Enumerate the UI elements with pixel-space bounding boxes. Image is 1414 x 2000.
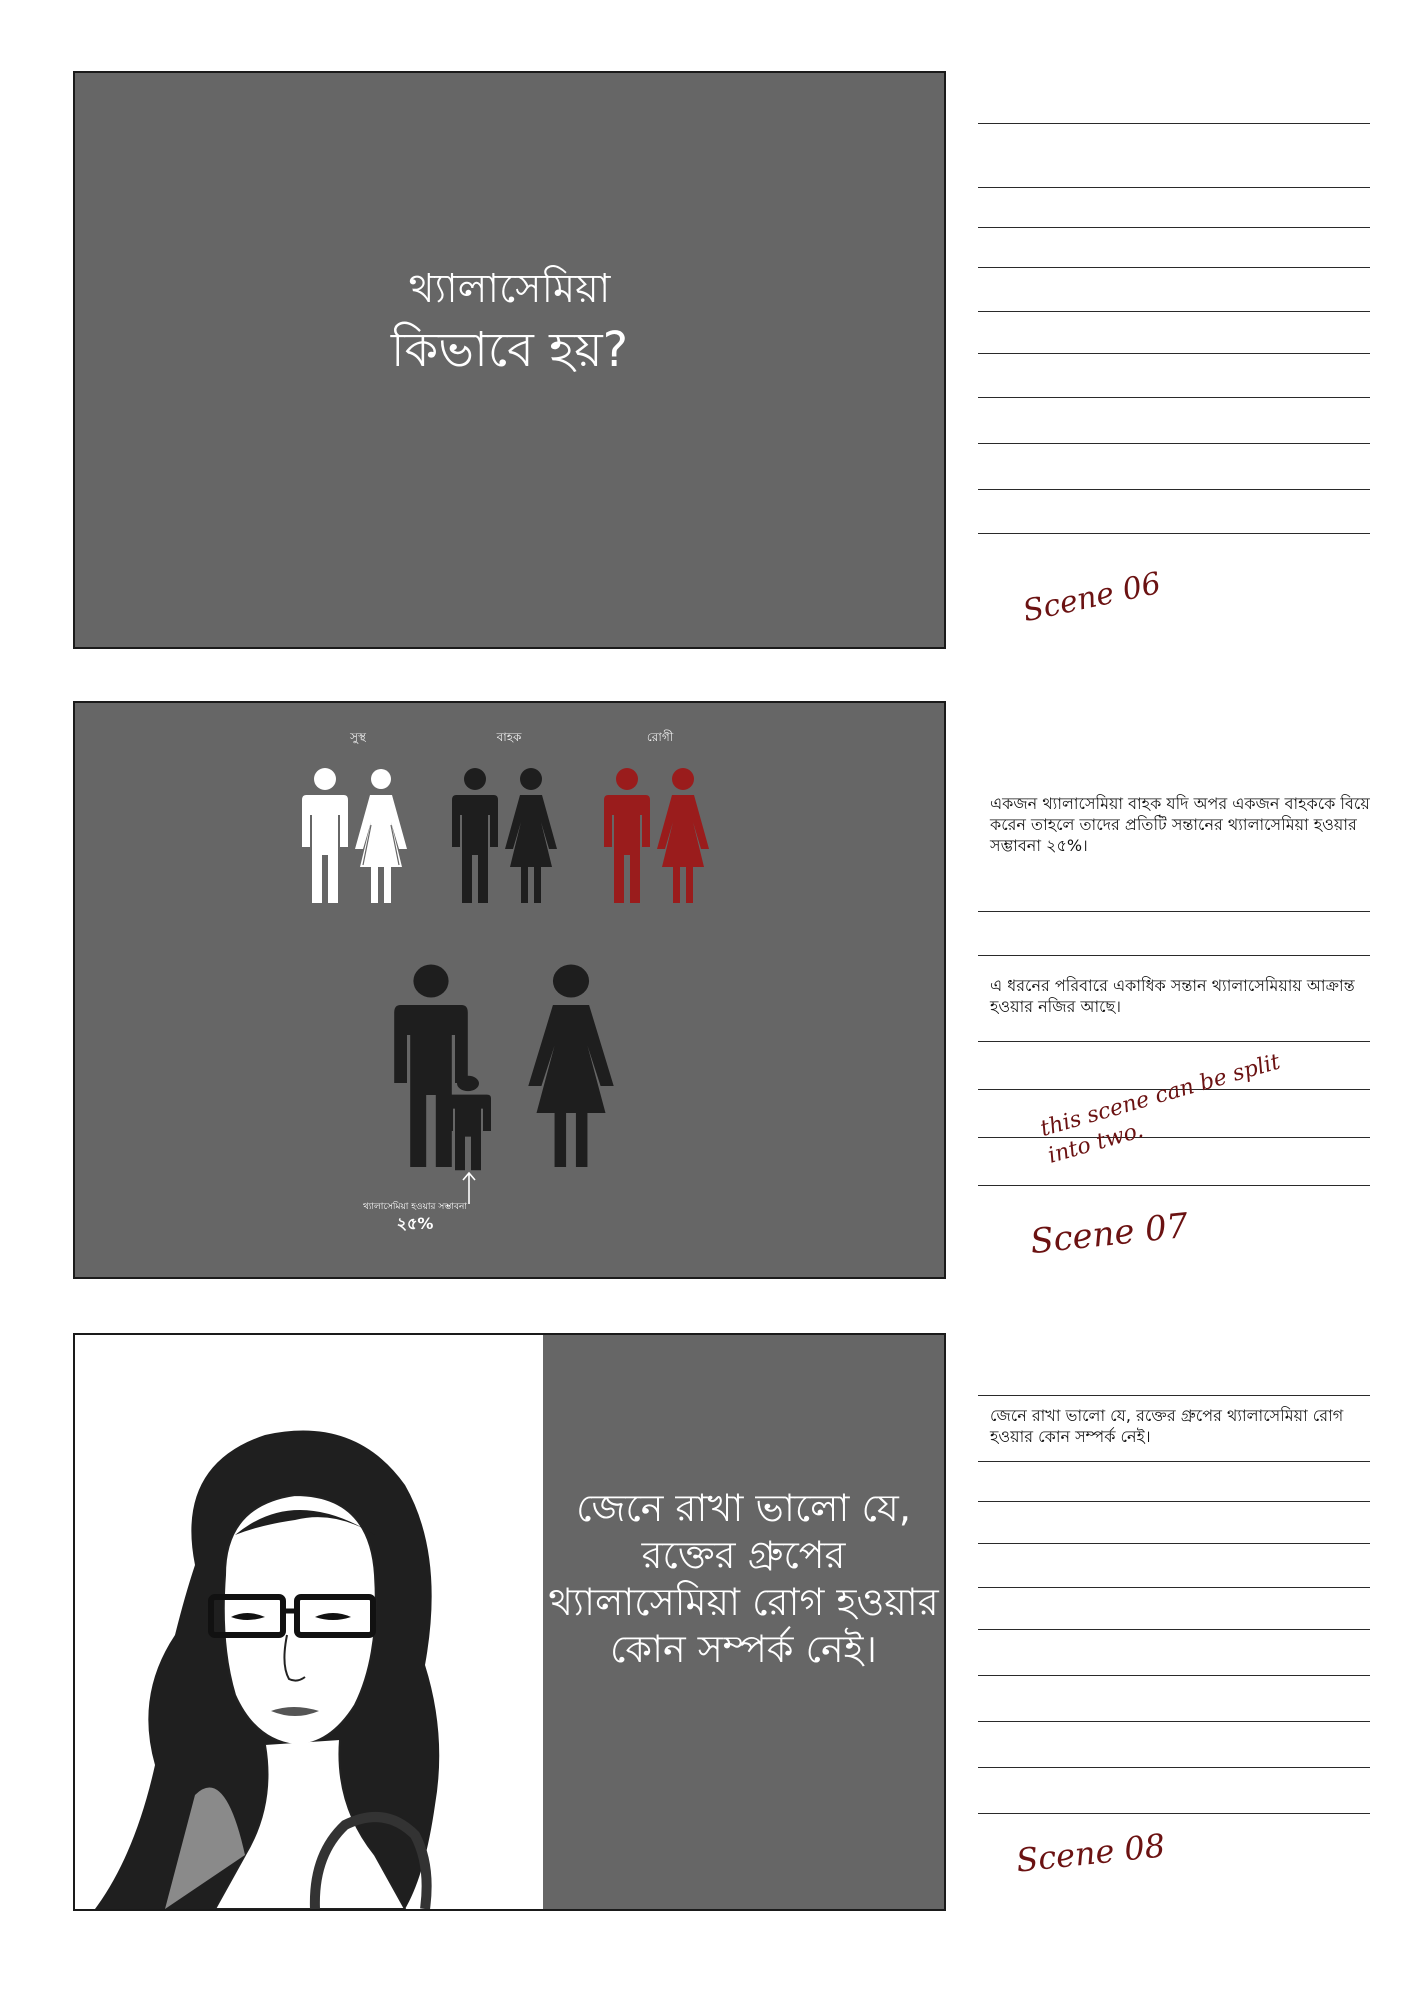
note-rule <box>978 397 1370 398</box>
scene-07-handwritten-note: this scene can be split into two. <box>1037 1049 1283 1169</box>
patient-man-icon <box>601 767 653 907</box>
note-rule <box>978 911 1370 912</box>
note-rule <box>978 1461 1370 1462</box>
note-rule <box>978 533 1370 534</box>
note-rule <box>978 1587 1370 1588</box>
family-child-icon <box>443 1075 493 1173</box>
scene-08-note: জেনে রাখা ভালো যে, রক্তের গ্রুপের থ্যালাসেমিয়া রোগ হওয়ার কোন সম্পর্ক নেই। <box>990 1406 1344 1446</box>
family-mother-icon <box>525 963 617 1173</box>
group-label-healthy: সুস্থ <box>350 730 366 744</box>
note-rule <box>978 1813 1370 1814</box>
scene-07-note-1: একজন থ্যালাসেমিয়া বাহক যদি অপর একজন বাহককে বিয়ে করেন তাহলে তাদের প্রতিটি সন্তানের থ্যালাসেমিয়া হওয়ার সম্ভাবনা ২৫%। <box>990 794 1370 855</box>
note-rule <box>978 1041 1370 1042</box>
doctor-illustration <box>75 1335 543 1909</box>
note-rule <box>978 1629 1370 1630</box>
note-rule <box>978 227 1370 228</box>
note-rule <box>978 955 1370 956</box>
note-rule <box>978 489 1370 490</box>
scene-08-panel-text: জেনে রাখা ভালো যে, রক্তের গ্রুপের থ্যালাসেমিয়া রোগ হওয়ার কোন সম্পর্ক নেই। <box>548 1486 939 1671</box>
note-rule <box>978 1543 1370 1544</box>
note-rule <box>978 1137 1370 1138</box>
probability-text: থ্যালাসেমিয়া হওয়ার সম্ভাবনা <box>362 1202 467 1212</box>
healthy-woman-icon <box>353 767 409 907</box>
note-rule <box>978 267 1370 268</box>
note-rule <box>978 187 1370 188</box>
title-line-2: কিভাবে হয়? <box>390 322 629 378</box>
scene-06-panel <box>73 71 946 649</box>
note-rule <box>978 1501 1370 1502</box>
note-rule <box>978 443 1370 444</box>
patient-woman-icon <box>655 767 711 907</box>
scene-08-label: Scene 08 <box>1014 1826 1167 1880</box>
scene-08-notes <box>978 1333 1370 1911</box>
note-rule <box>978 1767 1370 1768</box>
carrier-man-icon <box>449 767 501 907</box>
doctor-portrait <box>75 1335 543 1909</box>
scene-06-notes <box>978 71 1370 649</box>
scene-07-label: Scene 07 <box>1028 1205 1191 1263</box>
note-rule <box>978 123 1370 124</box>
note-rule <box>978 1675 1370 1676</box>
healthy-man-icon <box>299 767 351 907</box>
group-label-patient: রোগী <box>646 730 674 744</box>
probability-value: ২৫% <box>396 1214 434 1233</box>
note-rule <box>978 1395 1370 1396</box>
note-rule <box>978 353 1370 354</box>
scene-08-panel <box>73 1333 946 1911</box>
note-rule <box>978 1185 1370 1186</box>
scene-06-title <box>75 261 944 383</box>
title-line-1: থ্যালাসেমিয়া <box>408 266 611 312</box>
note-rule <box>978 1721 1370 1722</box>
scene-06-label: Scene 06 <box>1019 565 1165 630</box>
carrier-woman-icon <box>503 767 559 907</box>
note-rule <box>978 311 1370 312</box>
probability-caption <box>320 1201 510 1235</box>
scene-07-panel <box>73 701 946 1279</box>
arrow-up-icon <box>459 1171 479 1205</box>
scene-07-notes <box>978 701 1370 1279</box>
group-label-carrier: বাহক <box>496 730 522 744</box>
scene-07-note-2: এ ধরনের পরিবারে একাধিক সন্তান থ্যালাসেমিয়ায় আক্রান্ত হওয়ার নজির আছে। <box>990 976 1355 1016</box>
